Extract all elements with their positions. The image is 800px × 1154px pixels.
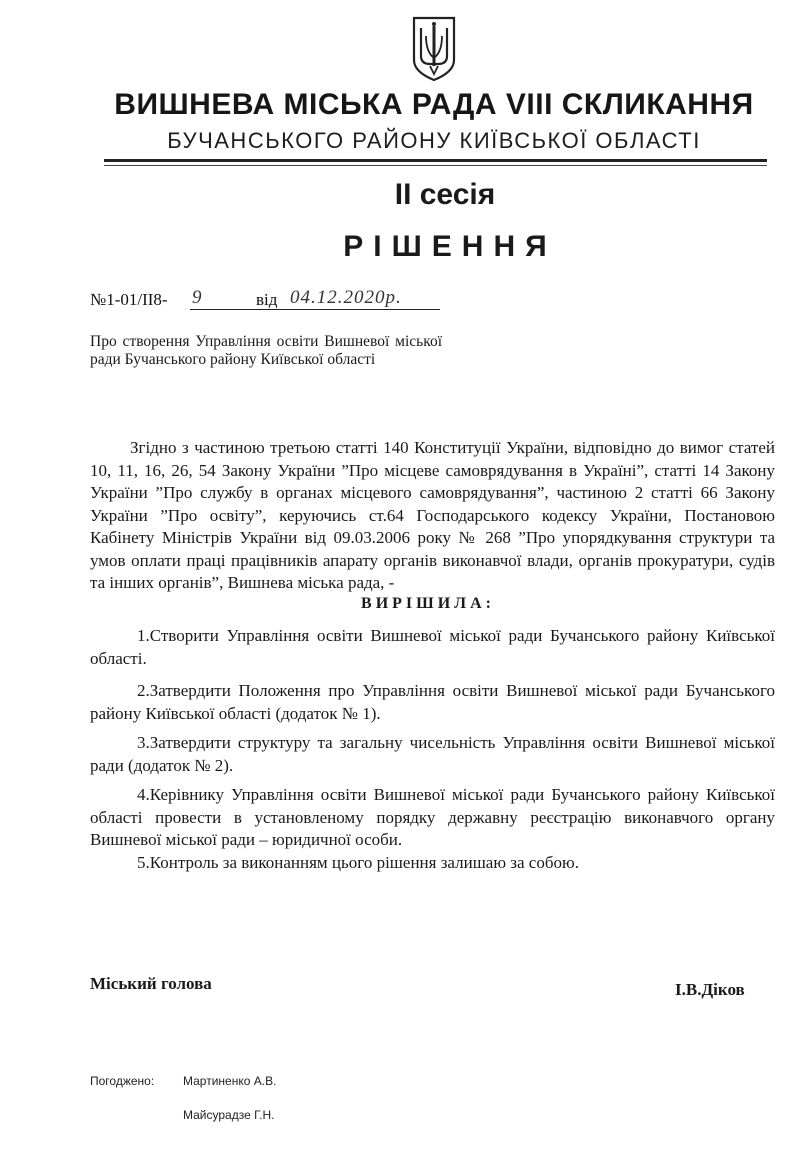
- signatory-title: Міський голова: [90, 974, 212, 993]
- header-divider-thin: [104, 165, 767, 166]
- decision-item-3: 3.Затвердити структуру та загальну чисельність Управління освіти Вишневої міської ради (додаток № 2).: [90, 733, 775, 775]
- session-title: II сесія: [394, 178, 496, 211]
- district-subtitle: БУЧАНСЬКОГО РАЙОНУ КИЇВСЬКОЇ ОБЛАСТІ: [167, 128, 701, 153]
- agreed-name-1: Мартиненко А.В.: [183, 1074, 277, 1088]
- agreed-name-2: Майсурадзе Г.Н.: [183, 1108, 275, 1122]
- handwritten-date: 04.12.2020р.: [286, 287, 440, 310]
- resolved-heading: ВИРІШИЛА:: [361, 595, 495, 612]
- decision-item-5: 5.Контроль за виконанням цього рішення залишаю за собою.: [137, 853, 579, 872]
- decision-item-4: 4.Керівнику Управління освіти Вишневої міської ради Бучанського району Київської області провести в установленому порядку державну реєстрацію виконавчого органу Вишневої міської ради – юридичної особи.: [90, 785, 775, 849]
- document-type-title: РІШЕННЯ: [343, 230, 557, 263]
- handwritten-number: 9: [190, 287, 332, 310]
- date-label: від: [256, 290, 278, 309]
- preamble-paragraph: Згідно з частиною третьою статті 140 Конституції України, відповідно до вимог статей 10, 11, 16, 26, 54 Закону України ”Про місцеве самоврядування в Україні”, статті 14 Закону України ”Про службу в органах місцевого самоврядування”, частиною 2 статті 66 Закону України ”Про освіту”, керуючись ст.64 Господарського кодексу України, Постановою Кабінету Міністрів України від 09.03.2006 року № 268 ”Про упорядкування структури та умов оплати праці працівників апарату органів виконавчої влади, органів прокуратури, судів та інших органів”, Вишнева міська рада, -: [90, 438, 775, 592]
- header-divider: [104, 159, 767, 162]
- coat-of-arms-icon: [410, 14, 458, 84]
- decision-item-1: 1.Створити Управління освіти Вишневої міської ради Бучанського району Київської області.: [90, 626, 775, 668]
- signatory-name: І.В.Діков: [675, 980, 745, 999]
- council-title: ВИШНЕВА МІСЬКА РАДА VIII СКЛИКАННЯ: [114, 88, 754, 121]
- agreed-label: Погоджено:: [90, 1074, 155, 1088]
- decision-subject: Про створення Управління освіти Вишневої міської ради Бучанського району Київської області: [90, 333, 442, 368]
- decision-item-2: 2.Затвердити Положення про Управління освіти Вишневої міської ради Бучанського району Київської області (додаток № 1).: [90, 681, 775, 723]
- decision-number-line: [90, 287, 450, 314]
- decision-number-prefix: №1-01/II8-: [90, 290, 168, 309]
